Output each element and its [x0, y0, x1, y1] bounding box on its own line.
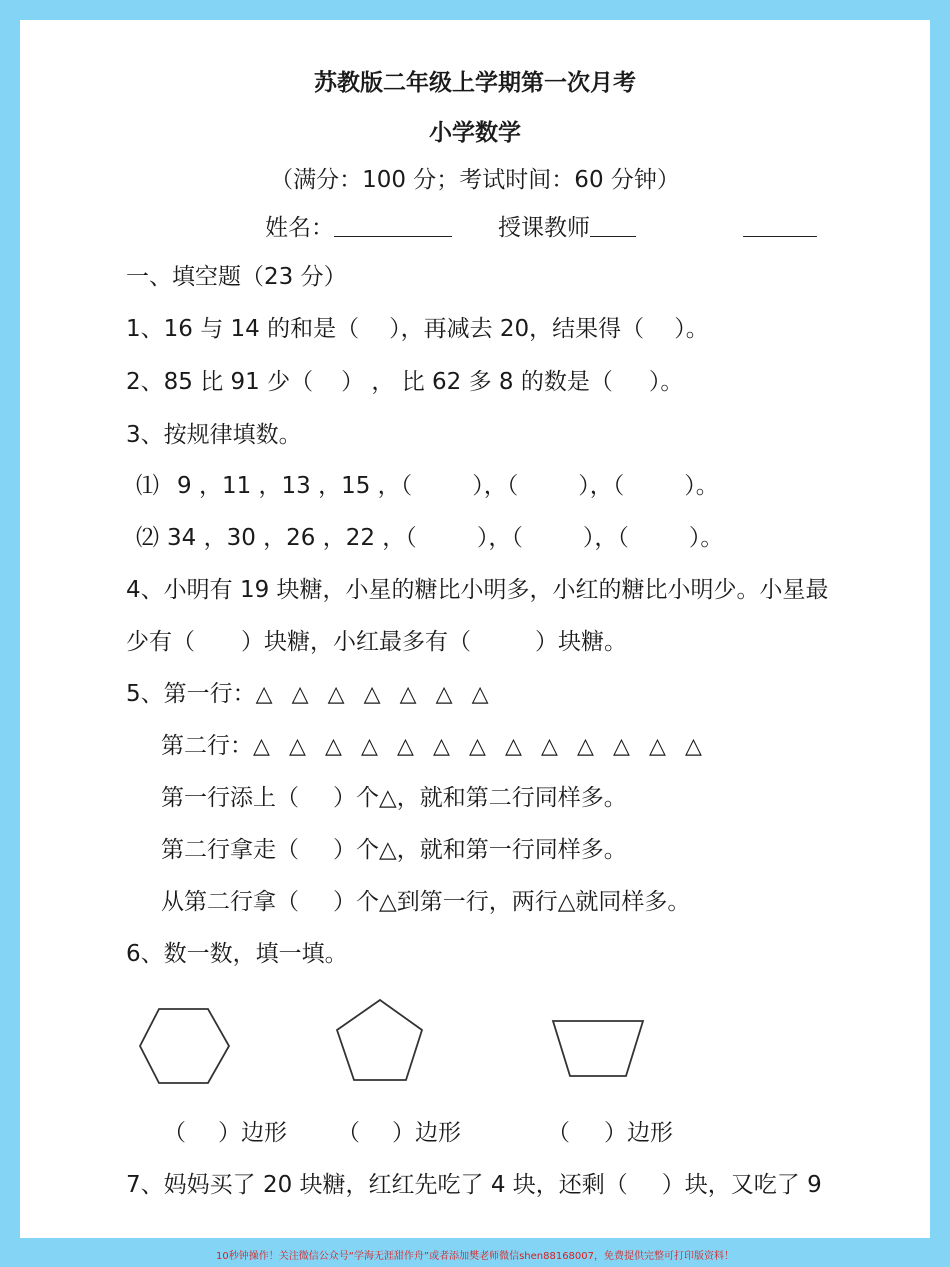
triangle-icon: △	[325, 734, 342, 759]
extra-blank[interactable]	[743, 212, 817, 237]
triangle-icon: △	[613, 734, 630, 759]
q5-row1-label: 5、第一行：	[126, 681, 256, 707]
triangle-icon: △	[541, 734, 558, 759]
exam-paper	[20, 20, 930, 1238]
footer-notice: 10秒钟操作！关注微信公众号“学海无涯甜作舟”或者添加樊老师微信shen88168007，免费提供完整可打印版资料！	[215, 1251, 735, 1262]
triangle-icon: △	[685, 734, 702, 759]
triangle-icon: △	[469, 734, 486, 759]
q3-row1-label: ⑴	[136, 473, 159, 499]
triangle-row-2	[253, 733, 721, 759]
triangle-icon: △	[291, 682, 309, 707]
q5-s2-text-b: ）个△，就和第一行同样多。	[333, 837, 627, 863]
q3-row2-numbers: 34 ，30 ，26 ，22 ，（	[167, 525, 417, 551]
triangle-icon: △	[363, 682, 381, 707]
q6-a3-close: ）边形	[604, 1120, 673, 1146]
triangle-icon: △	[471, 682, 489, 707]
q5-s1-text-a: 第一行添上（	[161, 785, 299, 811]
extra-blank-row	[743, 212, 817, 243]
triangle-icon: △	[361, 734, 378, 759]
q4-text-a: 少有（	[126, 629, 195, 655]
question-6-stem: 6、数一数，填一填。	[126, 941, 348, 967]
trapezoid-shape	[550, 1018, 646, 1080]
q3-row2-sep-1: ），（	[476, 525, 523, 551]
question-5-sentence-2	[161, 835, 627, 865]
q2-text-b: ） ， 比 62 多 8 的数是（	[341, 369, 613, 395]
exam-info: （满分：100 分；考试时间：60 分钟）	[270, 167, 680, 193]
q5-s3-text-b: ）个△到第一行，两行△就同样多。	[333, 889, 691, 915]
triangle-icon: △	[649, 734, 666, 759]
triangle-icon: △	[435, 682, 453, 707]
teacher-row	[498, 212, 636, 243]
q7-text-b: ）块，又吃了 9	[661, 1172, 822, 1198]
q7-text-a: 7、妈妈买了 20 块糖，红红先吃了 4 块，还剩（	[126, 1172, 628, 1198]
q3-row1-numbers: 9 ，11 ，13 ，15 ，（	[177, 473, 413, 499]
q3-row1-sep-1: ），（	[472, 473, 519, 499]
q6-answer-2	[337, 1118, 461, 1148]
q4-text-b: ）块糖，小红最多有（	[241, 629, 471, 655]
q5-s3-text-a: 从第二行拿（	[161, 889, 299, 915]
question-4-line-1: 4、小明有 19 块糖，小星的糖比小明多，小红的糖比小明少。小星最	[126, 577, 829, 603]
q2-text-a: 2、85 比 91 少（	[126, 369, 314, 395]
name-blank[interactable]	[334, 212, 452, 237]
question-4-line-2	[126, 627, 627, 657]
q5-s1-text-b: ）个△，就和第二行同样多。	[333, 785, 627, 811]
teacher-label: 授课教师	[498, 215, 590, 241]
teacher-blank[interactable]	[590, 212, 636, 237]
triangle-icon: △	[505, 734, 522, 759]
q6-a3-open: （	[547, 1120, 570, 1146]
q6-answer-3	[547, 1118, 673, 1148]
question-5-sentence-1	[161, 783, 627, 813]
question-7	[126, 1170, 822, 1200]
question-5-row-2	[161, 731, 721, 762]
q1-text-a: 1、16 与 14 的和是（	[126, 316, 360, 342]
name-label: 姓名：	[265, 215, 334, 241]
question-5-row-1	[126, 679, 508, 710]
q3-row1-sep-2: ），（	[578, 473, 625, 499]
q3-row1-end: ）。	[684, 473, 719, 499]
q6-a1-close: ）边形	[218, 1120, 287, 1146]
pentagon-shape	[333, 996, 427, 1084]
q3-row2-sep-2: ），（	[582, 525, 629, 551]
question-3-row-2	[136, 523, 723, 553]
exam-subtitle: 小学数学	[429, 120, 521, 146]
exam-title: 苏教版二年级上学期第一次月考	[314, 70, 636, 96]
q1-text-c: ）。	[674, 316, 709, 342]
name-row	[265, 212, 452, 243]
section-heading: 一、填空题（23 分）	[126, 264, 347, 290]
question-1	[126, 314, 709, 344]
triangle-icon: △	[289, 734, 306, 759]
q3-row2-end: ）。	[688, 525, 724, 551]
q6-a1-open: （	[163, 1120, 186, 1146]
triangle-icon: △	[577, 734, 594, 759]
question-5-sentence-3	[161, 887, 690, 917]
q5-s2-text-a: 第二行拿走（	[161, 837, 299, 863]
q5-row2-label: 第二行：	[161, 733, 253, 759]
triangle-icon: △	[255, 682, 273, 707]
triangle-row-1	[256, 681, 508, 707]
question-3-stem: 3、按规律填数。	[126, 422, 302, 448]
q6-a2-open: （	[337, 1120, 360, 1146]
triangle-icon: △	[253, 734, 270, 759]
q2-text-c: ）。	[648, 369, 684, 395]
q4-text-c: ）块糖。	[535, 629, 627, 655]
question-2	[126, 367, 683, 397]
triangle-icon: △	[397, 734, 414, 759]
triangle-icon: △	[327, 682, 345, 707]
question-3-row-1	[136, 471, 719, 501]
q6-a2-close: ）边形	[392, 1120, 461, 1146]
q6-answer-1	[163, 1118, 287, 1148]
q1-text-b: ），再减去 20，结果得（	[389, 316, 645, 342]
triangle-icon: △	[433, 734, 450, 759]
hexagon-shape	[138, 1005, 232, 1087]
q3-row2-label: ⑵	[136, 525, 159, 551]
triangle-icon: △	[399, 682, 417, 707]
